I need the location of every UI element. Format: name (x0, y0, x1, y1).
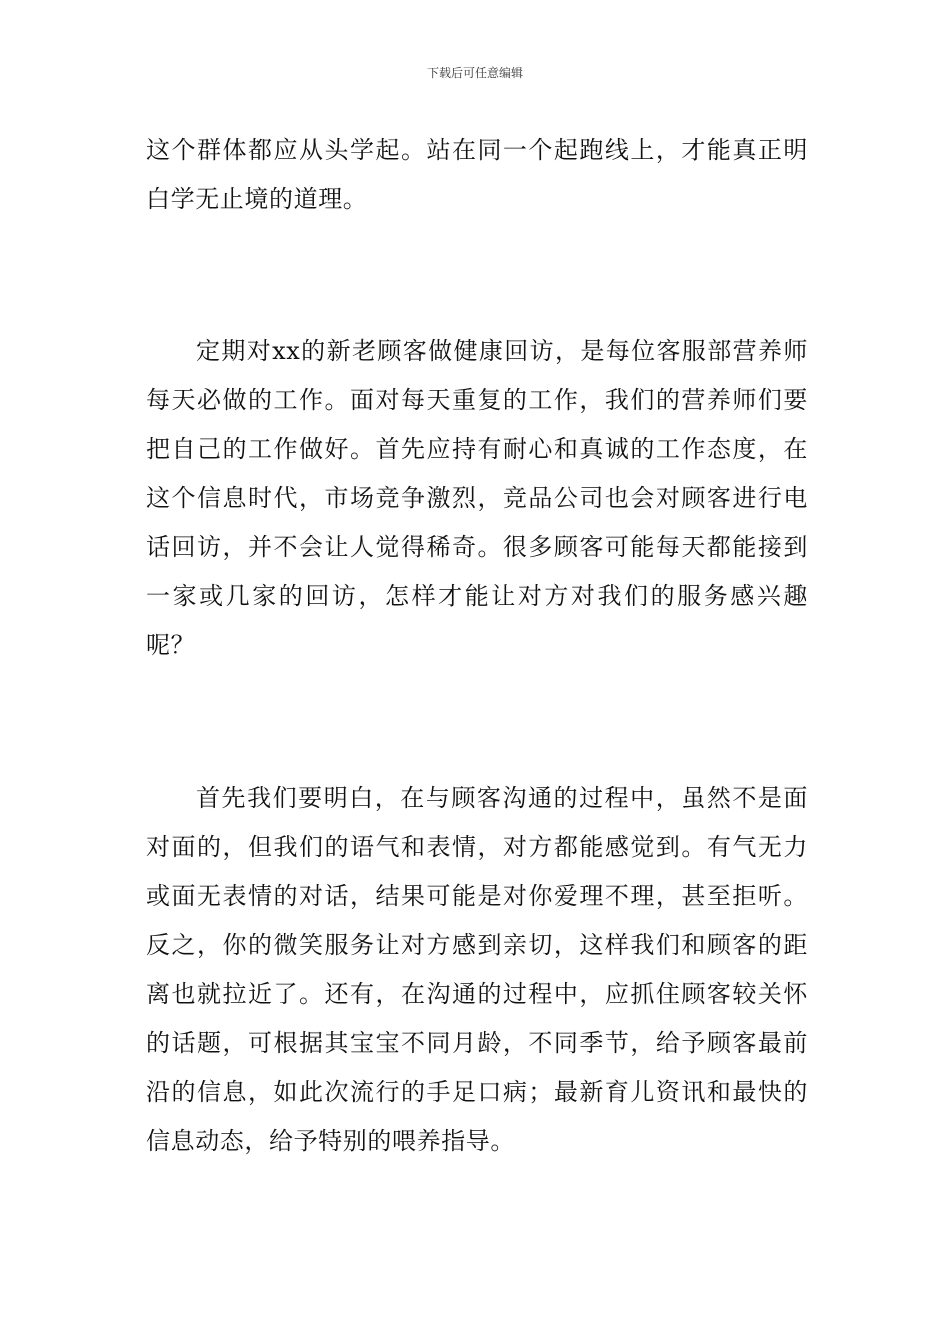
paragraph-health-followup: 定期对xx的新老顾客做健康回访，是每位客服部营养师每天必做的工作。面对每天重复的工作，我们的营养师们要把自己的工作做好。首先应持有耐心和真诚的工作态度，在这个信息时代，市场竞争激烈，竞品公司也会对顾客进行电话回访，并不会让人觉得稀奇。很多顾客可能每天都能接到一家或几家的回访，怎样才能让对方对我们的服务感兴趣呢？ (146, 337, 808, 659)
page-header: 下载后可任意编辑 (426, 66, 523, 80)
paragraph-communication: 首先我们要明白，在与顾客沟通的过程中，虽然不是面对面的，但我们的语气和表情，对方都能感觉到。有气无力或面无表情的对话，结果可能是对你爱理不理，甚至拒听。反之，你的微笑服务让对方感到亲切，这样我们和顾客的距离也就拉近了。还有，在沟通的过程中，应抓住顾客较关怀的话题，可根据其宝宝不同月龄，不同季节，给予顾客最前沿的信息，如此次流行的手足口病；最新育儿资讯和最快的信息动态，给予特别的喂养指导。 (146, 784, 808, 1155)
paragraph-continuation: 这个群体都应从头学起。站在同一个起跑线上，才能真正明白学无止境的道理。 (146, 136, 808, 213)
